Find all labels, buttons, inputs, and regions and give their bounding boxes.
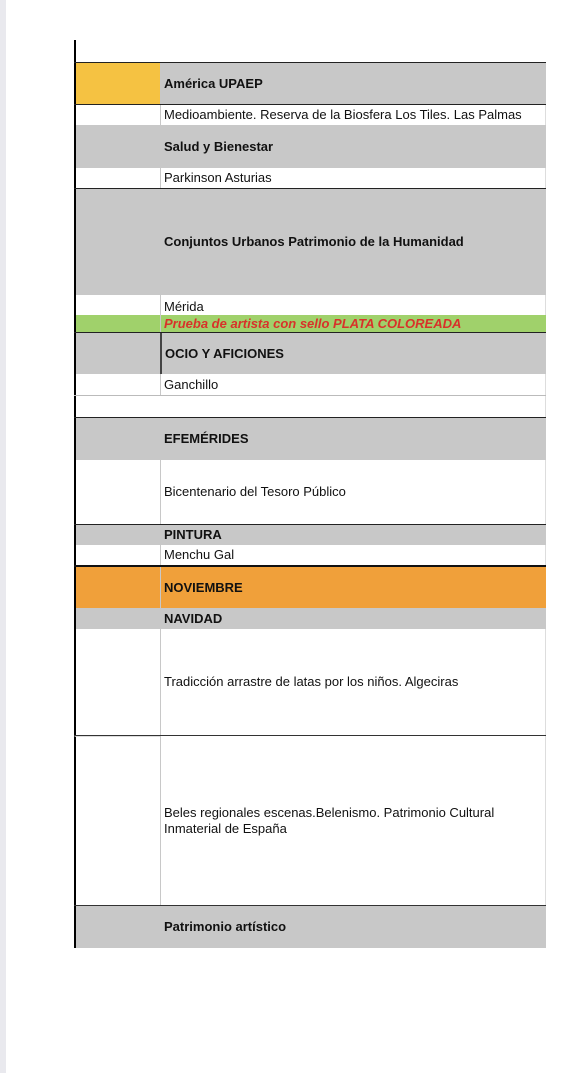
table-row bbox=[74, 906, 546, 948]
row-marker-cell[interactable] bbox=[74, 125, 160, 168]
section-header-cell[interactable]: Patrimonio artístico bbox=[160, 906, 546, 948]
table-row bbox=[74, 104, 546, 125]
item-cell[interactable]: Ganchillo bbox=[160, 374, 546, 395]
row-marker-cell[interactable] bbox=[74, 736, 160, 905]
row-marker-cell[interactable] bbox=[74, 545, 160, 565]
section-header-cell[interactable]: NAVIDAD bbox=[160, 608, 546, 629]
spreadsheet-rows bbox=[74, 62, 546, 948]
row-marker-cell[interactable] bbox=[74, 629, 160, 735]
table-row bbox=[74, 736, 546, 906]
table-row bbox=[74, 168, 546, 188]
section-header-cell[interactable]: EFEMÉRIDES bbox=[160, 418, 546, 460]
item-cell[interactable]: Tradicción arrastre de latas por los niños. Algeciras bbox=[160, 629, 546, 735]
table-row bbox=[74, 332, 546, 374]
table-row bbox=[74, 396, 546, 417]
item-cell[interactable]: Menchu Gal bbox=[160, 545, 546, 565]
item-cell[interactable]: Parkinson Asturias bbox=[160, 168, 546, 188]
item-cell[interactable]: Bicentenario del Tesoro Público bbox=[160, 460, 546, 524]
month-header-cell[interactable]: NOVIEMBRE bbox=[160, 567, 546, 608]
item-cell[interactable]: Medioambiente. Reserva de la Biosfera Los Tiles. Las Palmas bbox=[160, 105, 546, 125]
row-marker-cell[interactable] bbox=[74, 396, 160, 417]
row-marker-cell[interactable] bbox=[74, 567, 160, 608]
note-cell[interactable]: Prueba de artista con sello PLATA COLOREADA bbox=[160, 315, 546, 332]
table-row bbox=[74, 315, 546, 332]
section-header-cell[interactable]: América UPAEP bbox=[160, 63, 546, 104]
table-row bbox=[74, 417, 546, 460]
row-marker-cell[interactable] bbox=[74, 189, 160, 295]
row-marker-cell[interactable] bbox=[74, 418, 160, 460]
row-marker-cell[interactable] bbox=[74, 315, 160, 332]
section-header-cell[interactable]: Salud y Bienestar bbox=[160, 125, 546, 168]
page-left-margin bbox=[0, 0, 6, 1073]
row-marker-cell[interactable] bbox=[74, 333, 160, 374]
item-cell[interactable]: Mérida bbox=[160, 295, 546, 315]
table-row bbox=[74, 460, 546, 524]
section-header-cell[interactable]: PINTURA bbox=[160, 525, 546, 545]
section-header-cell[interactable]: OCIO Y AFICIONES bbox=[160, 333, 546, 374]
table-row bbox=[74, 524, 546, 545]
empty-cell[interactable] bbox=[160, 396, 546, 417]
table-row bbox=[74, 545, 546, 565]
table-row bbox=[74, 125, 546, 168]
column-border-top bbox=[74, 40, 76, 62]
row-marker-cell[interactable] bbox=[74, 105, 160, 125]
table-row bbox=[74, 565, 546, 608]
table-row bbox=[74, 62, 546, 104]
row-marker-cell[interactable] bbox=[74, 460, 160, 524]
row-marker-cell[interactable] bbox=[74, 608, 160, 629]
table-row bbox=[74, 188, 546, 295]
row-marker-cell[interactable] bbox=[74, 295, 160, 315]
row-marker-cell[interactable] bbox=[74, 63, 160, 104]
table-row bbox=[74, 629, 546, 736]
row-marker-cell[interactable] bbox=[74, 906, 160, 948]
row-marker-cell[interactable] bbox=[74, 525, 160, 545]
row-marker-cell[interactable] bbox=[74, 168, 160, 188]
table-row bbox=[74, 374, 546, 396]
row-marker-cell[interactable] bbox=[74, 374, 160, 395]
table-row bbox=[74, 608, 546, 629]
table-row bbox=[74, 295, 546, 315]
section-header-cell[interactable]: Conjuntos Urbanos Patrimonio de la Humanidad bbox=[160, 189, 546, 295]
item-cell[interactable]: Beles regionales escenas.Belenismo. Patrimonio Cultural Inmaterial de España bbox=[160, 736, 546, 905]
